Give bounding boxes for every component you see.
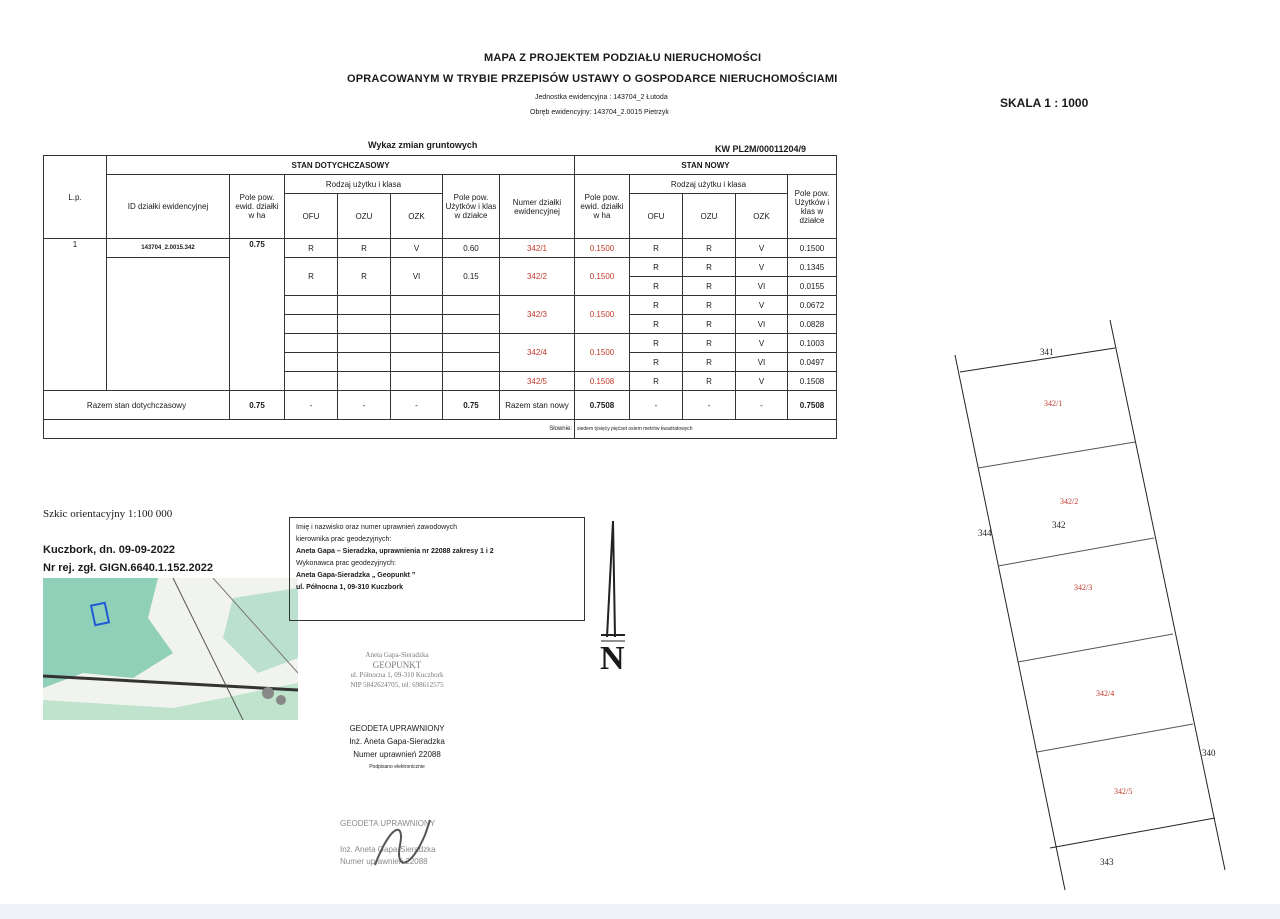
new-pole-4: 0.0828 <box>788 315 837 334</box>
new-ofu-7: R <box>629 372 682 391</box>
label-344: 344 <box>978 528 992 538</box>
bottom-bar <box>0 904 1280 919</box>
col-area-new: Pole pow. ewid. działki w ha <box>574 175 629 239</box>
new-pole-2: 0.0155 <box>788 277 837 296</box>
signature-line-1: GEODETA UPRAWNIONY <box>340 819 436 828</box>
label-342-1: 342/1 <box>1044 399 1063 408</box>
new-area-4: 0.1508 <box>574 372 629 391</box>
row-area: 0.75 <box>230 239 285 391</box>
szkic-label: Szkic orientacyjny 1:100 000 <box>43 508 173 520</box>
old-pole-0: 0.60 <box>442 239 499 258</box>
info-line-2: kierownika prac geodezyjnych: <box>296 536 392 543</box>
col-numer: Numer działki ewidencyjnej <box>499 175 574 239</box>
label-342-2: 342/2 <box>1060 497 1079 506</box>
parcel-change-table <box>43 155 837 439</box>
company-stamp <box>322 650 472 690</box>
old-ofu-0: R <box>285 239 338 258</box>
info-line-5: Aneta Gapa-Sieradzka „ Geopunkt ” <box>296 572 416 579</box>
dash-2: - <box>338 391 391 420</box>
new-ozu-0: R <box>682 239 735 258</box>
obreb-ewidencyjny: Obręb ewidencyjny: 143704_2.0015 Pietrzyk <box>530 109 669 116</box>
boundary-left <box>955 355 1065 890</box>
label-342-4: 342/4 <box>1096 689 1115 698</box>
new-ofu-0: R <box>629 239 682 258</box>
col-ofu-new: OFU <box>629 194 682 239</box>
old-ozk-1: VI <box>391 258 443 296</box>
geodeta-line-3: Numer uprawnień 22088 <box>353 750 441 759</box>
col-area: Pole pow. ewid. działki w ha <box>230 175 285 239</box>
wykaz-title: Wykaz zmian gruntowych <box>368 140 478 150</box>
jednostka-ewidencyjna: Jednostka ewidencyjna : 143704_2 Łutoda <box>535 94 668 101</box>
registration-number: Nr rej. zgł. GIGN.6640.1.152.2022 <box>43 562 213 574</box>
new-pole-7: 0.1508 <box>788 372 837 391</box>
new-pole-6: 0.0497 <box>788 353 837 372</box>
dash-3: - <box>391 391 443 420</box>
north-label: N <box>600 640 625 677</box>
col-ozu-new: OZU <box>682 194 735 239</box>
kw-number: KW PL2M/00011204/9 <box>715 144 807 154</box>
new-ozk-4: VI <box>735 315 787 334</box>
stamp-line-3: ul. Północna 1, 09-310 Kuczbork <box>350 671 444 679</box>
row-id: 143704_2.0015.342 <box>107 239 230 258</box>
new-num-3: 342/4 <box>499 334 574 372</box>
signature-scribble <box>370 815 450 875</box>
razem-nowy-label: Razem stan nowy <box>499 391 574 420</box>
new-area-1: 0.1500 <box>574 258 629 296</box>
label-342: 342 <box>1052 520 1066 530</box>
geodeta-block <box>322 722 472 774</box>
new-ozu-3: R <box>682 296 735 315</box>
new-ozk-7: V <box>735 372 787 391</box>
info-line-3: Aneta Gapa – Sieradzka, uprawnienia nr 22088 zakresy 1 i 2 <box>296 548 494 555</box>
old-ofu-1: R <box>285 258 338 296</box>
razem-nowy-area: 0.7508 <box>574 391 629 420</box>
info-line-4: Wykonawca prac geodezyjnych: <box>296 560 396 567</box>
new-area-2: 0.1500 <box>574 296 629 334</box>
col-rodzaj: Rodzaj użytku i klasa <box>285 175 443 194</box>
geodeta-line-1: GEODETA UPRAWNIONY <box>349 724 445 733</box>
new-ozk-2: VI <box>735 277 787 296</box>
surveyor-info-box <box>289 517 585 621</box>
new-ozk-1: V <box>735 258 787 277</box>
col-id: ID działki ewidencyjnej <box>107 175 230 239</box>
old-pole-1: 0.15 <box>442 258 499 296</box>
kuczbork-date: Kuczbork, dn. 09-09-2022 <box>43 544 176 556</box>
label-340: 340 <box>1202 748 1216 758</box>
col-pole-uzytkow: Pole pow. Użytków i klas w działce <box>442 175 499 239</box>
razem-dotych-area: 0.75 <box>230 391 285 420</box>
razem-nowy-pole: 0.7508 <box>788 391 837 420</box>
new-ofu-4: R <box>629 315 682 334</box>
old-ozu-0: R <box>338 239 391 258</box>
new-ofu-6: R <box>629 353 682 372</box>
new-ozk-6: VI <box>735 353 787 372</box>
new-ozu-5: R <box>682 334 735 353</box>
new-ozk-0: V <box>735 239 787 258</box>
new-ofu-5: R <box>629 334 682 353</box>
new-ofu-2: R <box>629 277 682 296</box>
new-pole-1: 0.1345 <box>788 258 837 277</box>
label-343: 343 <box>1100 857 1114 867</box>
dash-1: - <box>285 391 338 420</box>
new-ozk-3: V <box>735 296 787 315</box>
new-ofu-3: R <box>629 296 682 315</box>
info-line-1: Imię i nazwisko oraz numer uprawnień zawodowych <box>296 524 458 531</box>
parcel-plan <box>940 300 1240 900</box>
new-ozk-5: V <box>735 334 787 353</box>
new-num-4: 342/5 <box>499 372 574 391</box>
signature-line-2: Inż. Aneta Gapa-Sieradzka <box>340 845 436 854</box>
new-ozu-4: R <box>682 315 735 334</box>
new-ozu-1: R <box>682 258 735 277</box>
dash-6: - <box>735 391 787 420</box>
signature-line-3: Numer uprawnień 22088 <box>340 857 428 866</box>
row-lp: 1 <box>44 239 107 391</box>
dash-5: - <box>682 391 735 420</box>
col-ozu: OZU <box>338 194 391 239</box>
new-pole-3: 0.0672 <box>788 296 837 315</box>
orientation-map <box>43 578 298 720</box>
info-line-6: ul. Północna 1, 09-310 Kuczbork <box>296 584 403 591</box>
row-id-empty <box>107 258 230 391</box>
new-area-3: 0.1500 <box>574 334 629 372</box>
new-pole-5: 0.1003 <box>788 334 837 353</box>
geodeta-line-2: Inż. Aneta Gapa-Sieradzka <box>349 737 445 746</box>
old-ozu-1: R <box>338 258 391 296</box>
label-342-5: 342/5 <box>1114 787 1133 796</box>
new-ozu-7: R <box>682 372 735 391</box>
col-ozk: OZK <box>391 194 443 239</box>
boundary-top <box>960 348 1115 372</box>
razem-dotych-label: Razem stan dotychczasowy <box>44 391 230 420</box>
col-lp: L.p. <box>44 156 107 239</box>
slownie-label: Słownie: <box>44 420 575 439</box>
title-line-2: OPRACOWANYM W TRYBIE PRZEPISÓW USTAWY O GOSPODARCE NIERUCHOMOŚCIAMI <box>347 73 838 85</box>
new-ofu-1: R <box>629 258 682 277</box>
stamp-line-2: GEOPUNKT <box>372 660 422 670</box>
new-ozu-2: R <box>682 277 735 296</box>
stamp-line-4: NIP 5842624705, tel. 698612575 <box>350 681 444 689</box>
stan-nowy-header: STAN NOWY <box>574 156 836 175</box>
dash-4: - <box>629 391 682 420</box>
slownie-value: siedem tysięcy pięćset osiem metrów kwadratowych <box>574 420 836 439</box>
scale-label: SKALA 1 : 1000 <box>1000 96 1089 110</box>
stan-dotychczasowy-header: STAN DOTYCHCZASOWY <box>107 156 575 175</box>
label-342-3: 342/3 <box>1074 583 1093 592</box>
label-341: 341 <box>1040 347 1054 357</box>
col-pole-new: Pole pow. Użytków i klas w działce <box>788 175 837 239</box>
new-area-0: 0.1500 <box>574 239 629 258</box>
col-rodzaj-new: Rodzaj użytku i klasa <box>629 175 787 194</box>
stamp-line-1: Aneta Gapa-Sieradzka <box>365 651 429 659</box>
geodeta-line-4: Podpisano elektronicznie <box>369 764 425 770</box>
boundary-bottom <box>1050 818 1215 848</box>
razem-dotych-pole: 0.75 <box>442 391 499 420</box>
new-num-2: 342/3 <box>499 296 574 334</box>
new-pole-0: 0.1500 <box>788 239 837 258</box>
col-ozk-new: OZK <box>735 194 787 239</box>
new-num-0: 342/1 <box>499 239 574 258</box>
new-num-1: 342/2 <box>499 258 574 296</box>
new-ozu-6: R <box>682 353 735 372</box>
title-line-1: MAPA Z PROJEKTEM PODZIAŁU NIERUCHOMOŚCI <box>484 52 762 64</box>
old-ozk-0: V <box>391 239 443 258</box>
col-ofu: OFU <box>285 194 338 239</box>
